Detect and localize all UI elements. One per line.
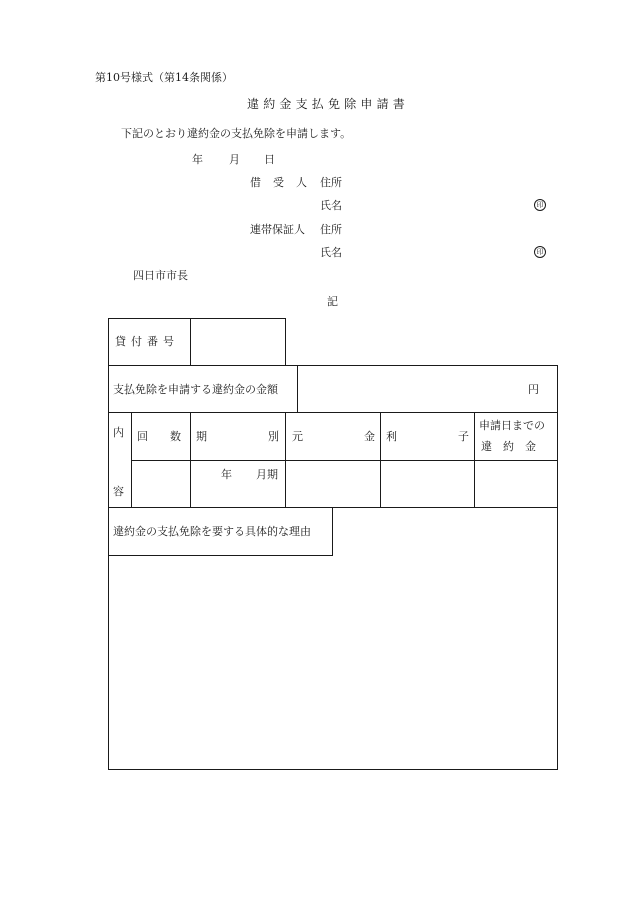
date-day-label: 日 bbox=[264, 153, 275, 166]
borrower-seal-icon: 印 bbox=[534, 199, 546, 211]
guarantor-seal-icon: 印 bbox=[534, 246, 546, 258]
guarantor-name-label: 氏名 bbox=[320, 246, 342, 259]
table-line bbox=[332, 507, 333, 555]
table-line bbox=[108, 365, 558, 366]
contents-label-top: 内 bbox=[113, 426, 124, 439]
penalty-to-date-field[interactable] bbox=[475, 462, 556, 506]
period-year-label: 年 bbox=[221, 468, 232, 481]
col-penalty-header-line2: 違 約 金 bbox=[481, 440, 536, 453]
table-line bbox=[557, 365, 558, 770]
reason-label: 違約金の支払免除を要する具体的な理由 bbox=[113, 525, 311, 538]
date-month-label: 月 bbox=[229, 153, 240, 166]
document-title: 違約金支払免除申請書 bbox=[247, 97, 410, 111]
table-line bbox=[108, 318, 286, 319]
table-line bbox=[108, 555, 333, 556]
col-principal-header-1: 元 bbox=[292, 430, 303, 443]
table-line bbox=[108, 769, 558, 770]
borrower-address-label: 住所 bbox=[320, 176, 342, 189]
guarantor-address-label: 住所 bbox=[320, 223, 342, 236]
contents-label-bottom: 容 bbox=[113, 485, 124, 498]
principal-field[interactable] bbox=[286, 462, 379, 506]
loan-number-label: 貸付番号 bbox=[115, 335, 179, 348]
ki-heading: 記 bbox=[327, 295, 338, 308]
table-line bbox=[108, 507, 558, 508]
col-times-header: 回 数 bbox=[137, 430, 181, 443]
col-penalty-header-line1: 申請日までの bbox=[479, 419, 545, 432]
col-interest-header-1: 利 bbox=[386, 430, 397, 443]
intro-text: 下記のとおり違約金の支払免除を申請します。 bbox=[121, 127, 352, 140]
col-period-header-2: 別 bbox=[268, 430, 279, 443]
col-period-header-1: 期 bbox=[196, 430, 207, 443]
form-number: 第10号様式（第14条関係） bbox=[95, 71, 233, 84]
borrower-name-label: 氏名 bbox=[320, 199, 342, 212]
col-interest-header-2: 子 bbox=[458, 430, 469, 443]
borrower-label: 借受人 bbox=[250, 176, 319, 189]
reason-field[interactable] bbox=[109, 557, 556, 767]
penalty-amount-field[interactable] bbox=[298, 368, 518, 410]
table-line bbox=[131, 460, 558, 461]
date-year-label: 年 bbox=[192, 153, 203, 166]
table-line bbox=[108, 412, 558, 413]
interest-field[interactable] bbox=[381, 462, 473, 506]
addressee: 四日市市長 bbox=[133, 269, 188, 282]
guarantor-label: 連帯保証人 bbox=[250, 223, 305, 236]
penalty-amount-label: 支払免除を申請する違約金の金額 bbox=[113, 383, 278, 396]
col-principal-header-2: 金 bbox=[364, 430, 375, 443]
period-month-label: 月期 bbox=[256, 468, 278, 481]
loan-number-field[interactable] bbox=[190, 326, 284, 364]
times-field[interactable] bbox=[132, 462, 189, 506]
yen-label: 円 bbox=[528, 383, 539, 396]
table-line bbox=[285, 318, 286, 366]
